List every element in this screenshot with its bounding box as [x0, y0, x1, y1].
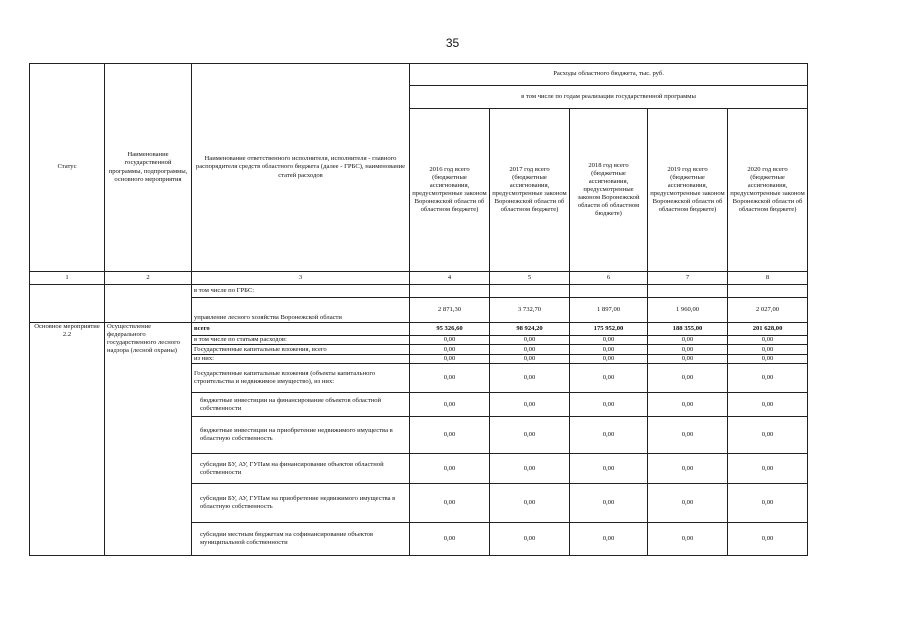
col-number: 1	[30, 272, 105, 285]
table-row: Государственные капитальные вложения, всего 0,00 0,00 0,00 0,00 0,00	[30, 345, 808, 355]
header-year-2016: 2016 год всего (бюджетные ассигнования, предусмотренные законом Воронежской области об областном бюджете)	[410, 109, 490, 272]
table-row: субсидии БУ, АУ, ГУПам на приобретение недвижимого имущества в областную собственность 0,00 0,00 0,00 0,00 0,00	[30, 484, 808, 523]
col-number: 8	[728, 272, 808, 285]
page-number: 35	[445, 36, 460, 50]
col-number: 5	[490, 272, 570, 285]
table-row: управление лесного хозяйства Воронежской области 2 871,30 3 732,70 1 897,00 1 960,00 2 027,00	[30, 298, 808, 323]
table-row: Государственные капитальные вложения (объекты капитального строительства и недвижимое имущество), из них: 0,00 0,00 0,00 0,00 0,00	[30, 364, 808, 393]
col-number: 2	[105, 272, 192, 285]
budget-table	[29, 63, 808, 556]
header-year-2017: 2017 год всего (бюджетные ассигнования, предусмотренные законом Воронежской области об областном бюджете)	[490, 109, 570, 272]
row-label: управление лесного хозяйства Воронежской области	[192, 298, 410, 323]
row-label: бюджетные инвестиции на финансирование объектов областной собственности	[192, 393, 410, 417]
table-row: бюджетные инвестиции на приобретение недвижимого имущества в областную собственность 0,00 0,00 0,00 0,00 0,00	[30, 417, 808, 454]
row-label: всего	[192, 323, 410, 336]
header-expenses: Расходы областного бюджета, тыс. руб.	[410, 64, 808, 86]
row-label: бюджетные инвестиции на приобретение недвижимого имущества в областную собственность	[192, 417, 410, 454]
row-label: в том числе по статьям расходов:	[192, 336, 410, 345]
column-numbers-row	[30, 272, 808, 285]
table-row: в том числе по статьям расходов: 0,00 0,00 0,00 0,00 0,00	[30, 336, 808, 345]
row-label: в том числе по ГРБС:	[192, 285, 410, 298]
table-row: субсидии местным бюджетам на софинансирование объектов муниципальной собственности 0,00 0,00 0,00 0,00 0,00	[30, 523, 808, 556]
table-row: бюджетные инвестиции на финансирование объектов областной собственности 0,00 0,00 0,00 0,00 0,00	[30, 393, 808, 417]
measure-status: Основное мероприятие 2.2	[30, 323, 105, 556]
col-number: 4	[410, 272, 490, 285]
col-number: 3	[192, 272, 410, 285]
measure-name: Осуществление федерального государственного лесного надзора (лесной охраны)	[105, 323, 192, 556]
row-label: субсидии БУ, АУ, ГУПам на приобретение недвижимого имущества в областную собственность	[192, 484, 410, 523]
row-label: Государственные капитальные вложения (объекты капитального строительства и недвижимое имущество), из них:	[192, 364, 410, 393]
header-by-years: в том числе по годам реализации государственной программы	[410, 86, 808, 109]
header-responsible: Наименование ответственного исполнителя, исполнителя - главного распорядителя средств областного бюджета (далее - ГРБС), наименование статей расходов	[192, 64, 410, 272]
table-row: субсидии БУ, АУ, ГУПам на финансирование объектов областной собственности 0,00 0,00 0,00 0,00 0,00	[30, 454, 808, 484]
header-year-2019: 2019 год всего (бюджетные ассигнования, предусмотренные законом Воронежской области об областном бюджете)	[648, 109, 728, 272]
col-number: 6	[570, 272, 648, 285]
col-number: 7	[648, 272, 728, 285]
table-row	[30, 285, 808, 298]
header-status: Статус	[30, 64, 105, 272]
row-label: субсидии БУ, АУ, ГУПам на финансирование объектов областной собственности	[192, 454, 410, 484]
table-row-total: Основное мероприятие 2.2 Осуществление федерального государственного лесного надзора (лесной охраны) всего 95 326,60 98 924,20 175 952,00 188 355,00 201 628,00	[30, 323, 808, 336]
row-label: Государственные капитальные вложения, всего	[192, 345, 410, 355]
header-year-2018: 2018 год всего (бюджетные ассигнования, предусмотренные законом Воронежской области об областном бюджете)	[570, 109, 648, 272]
header-name: Наименование государственной программы, подпрограммы, основного мероприятия	[105, 64, 192, 272]
row-label: из них:	[192, 355, 410, 364]
header-year-2020: 2020 год всего (бюджетные ассигнования, предусмотренные законом Воронежской области об областном бюджете)	[728, 109, 808, 272]
row-label: субсидии местным бюджетам на софинансирование объектов муниципальной собственности	[192, 523, 410, 556]
table-row: из них: 0,00 0,00 0,00 0,00 0,00	[30, 355, 808, 364]
